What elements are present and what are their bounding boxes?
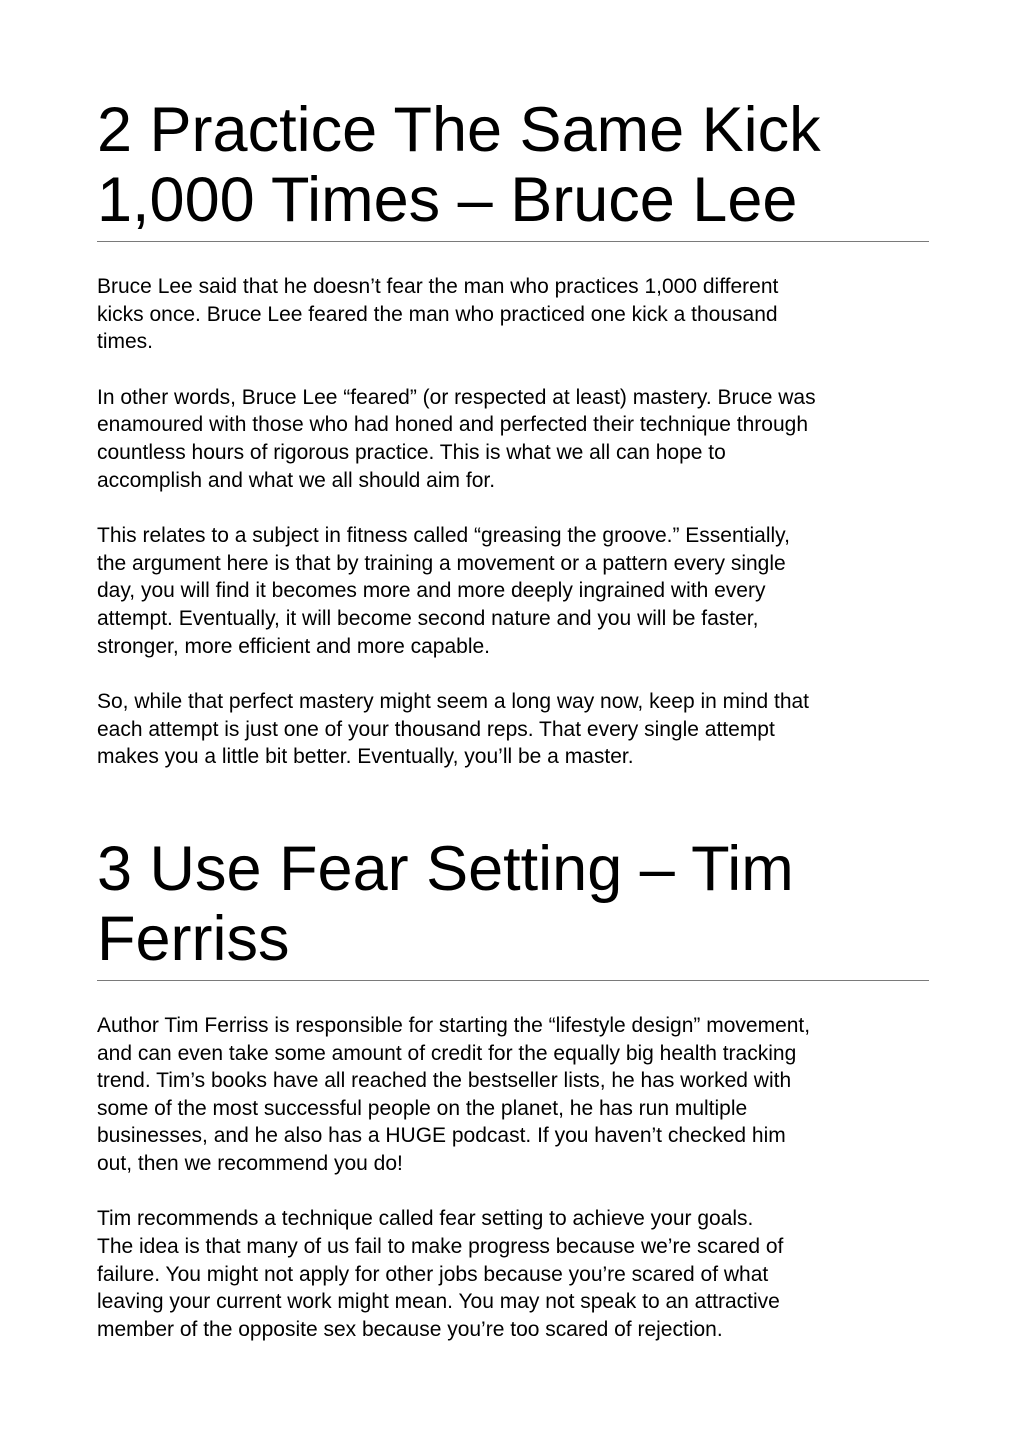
section-tim-ferriss	[97, 834, 929, 1344]
paragraph-line: trend. Tim’s books have all reached the bestseller lists, he has worked with	[97, 1069, 792, 1093]
body-paragraph	[97, 688, 929, 771]
paragraph-line: the argument here is that by training a movement or a pattern every single	[97, 551, 786, 575]
body-paragraph	[97, 522, 929, 660]
paragraph-line: failure. You might not apply for other jobs because you’re scared of what	[97, 1262, 769, 1286]
heading-line: 2 Practice The Same Kick	[97, 95, 821, 165]
paragraph-line: Tim recommends a technique called fear setting to achieve your goals.	[97, 1207, 754, 1231]
section-heading	[97, 834, 929, 981]
paragraph-line: times.	[97, 330, 154, 354]
document-page	[97, 95, 929, 1343]
heading-line: 3 Use Fear Setting – Tim	[97, 833, 794, 904]
paragraph-line: attempt. Eventually, it will become second nature and you will be faster,	[97, 606, 759, 630]
paragraph-line: stronger, more efficient and more capable.	[97, 634, 491, 658]
paragraph-line: member of the opposite sex because you’re too scared of rejection.	[97, 1317, 723, 1341]
paragraph-line: some of the most successful people on the planet, he has run multiple	[97, 1096, 748, 1120]
paragraph-line: each attempt is just one of your thousand reps. That every single attempt	[97, 717, 775, 741]
section-heading	[97, 95, 929, 242]
paragraph-line: and can even take some amount of credit for the equally big health tracking	[97, 1041, 797, 1065]
paragraph-line: So, while that perfect mastery might seem a long way now, keep in mind that	[97, 690, 810, 714]
paragraph-line: businesses, and he also has a HUGE podcast. If you haven’t checked him	[97, 1124, 786, 1148]
paragraph-line: accomplish and what we all should aim for.	[97, 468, 496, 492]
body-paragraph	[97, 1012, 929, 1178]
paragraph-line: The idea is that many of us fail to make progress because we’re scared of	[97, 1235, 784, 1259]
paragraph-line: day, you will find it becomes more and more deeply ingrained with every	[97, 579, 766, 603]
paragraph-line: makes you a little bit better. Eventually, you’ll be a master.	[97, 745, 634, 769]
paragraph-line: countless hours of rigorous practice. This is what we all can hope to	[97, 440, 726, 464]
paragraph-line: kicks once. Bruce Lee feared the man who practiced one kick a thousand	[97, 302, 778, 326]
body-paragraph	[97, 384, 929, 494]
paragraph-line: This relates to a subject in fitness called “greasing the groove.” Essentially,	[97, 524, 790, 548]
paragraph-line: leaving your current work might mean. You may not speak to an attractive	[97, 1290, 780, 1314]
heading-line: 1,000 Times – Bruce Lee	[97, 165, 798, 235]
body-paragraph	[97, 1205, 929, 1343]
paragraph-line: out, then we recommend you do!	[97, 1151, 403, 1175]
paragraph-line: Bruce Lee said that he doesn’t fear the man who practices 1,000 different	[97, 275, 779, 298]
paragraph-line: In other words, Bruce Lee “feared” (or respected at least) mastery. Bruce was	[97, 385, 816, 409]
section-bruce-lee	[97, 95, 929, 771]
body-paragraph	[97, 273, 929, 356]
paragraph-line: Author Tim Ferriss is responsible for starting the “lifestyle design” movement,	[97, 1013, 811, 1037]
heading-line: Ferriss	[97, 903, 290, 974]
paragraph-line: enamoured with those who had honed and perfected their technique through	[97, 413, 809, 437]
